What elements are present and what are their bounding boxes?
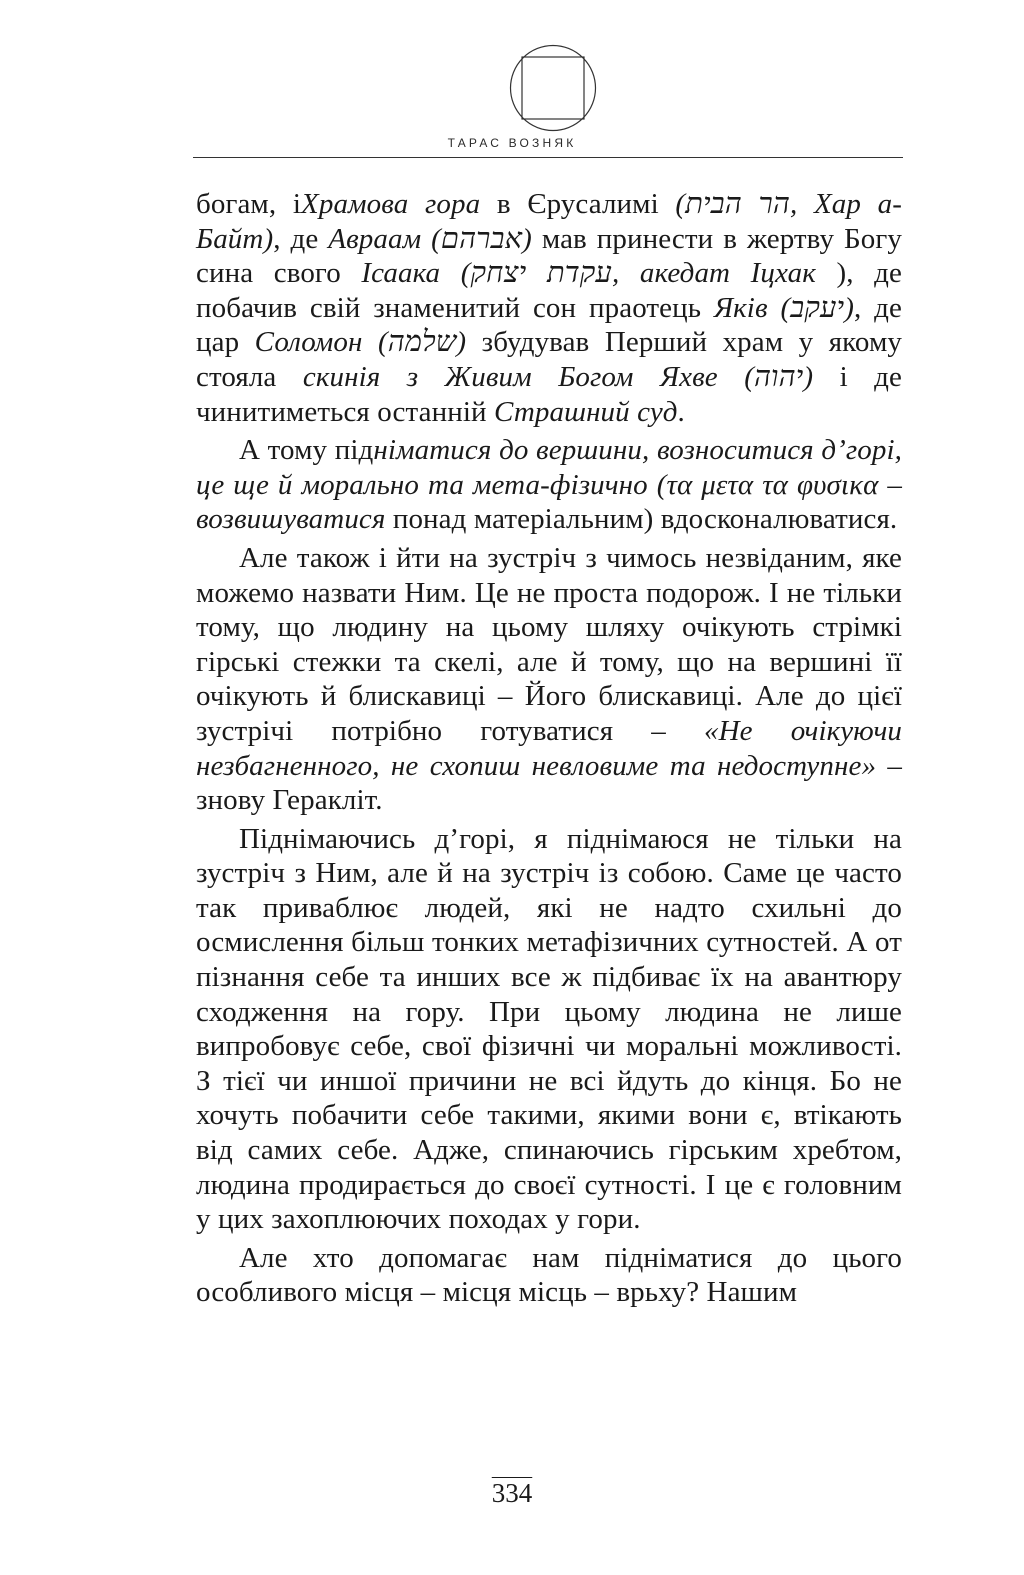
italic-text: Ісаака (עקדת יצחק, акедат Іцхак <box>361 257 816 290</box>
page-number <box>0 1478 1024 1509</box>
text-run: , де цар <box>196 291 902 359</box>
text-run: – знову Геракліт. <box>196 749 902 817</box>
italic-text: Авраам (אברהם) <box>328 222 532 255</box>
page-number-text: 334 <box>491 1478 533 1508</box>
italic-text: Страшний суд <box>493 395 678 428</box>
text-run: ), де побачив свій знаменитий сон праотець <box>196 257 903 324</box>
text-run: збудував Перший храм у якому стояла <box>196 326 902 393</box>
italic-text: німатися до вершини, возноситися д’горі, це ще й морально та мета-фізично (τα μετα τα φυσικα – возвишуватися <box>196 434 903 536</box>
text-run: А тому під <box>239 434 374 467</box>
paragraph-p3 <box>196 541 902 818</box>
text-run: богам, і <box>196 188 302 220</box>
header-emblem-icon <box>509 44 597 132</box>
paragraph-p1 <box>196 187 902 429</box>
italic-text: (הר הבית, Хар а-Байт) <box>196 188 902 255</box>
paragraph-p4 <box>196 822 902 1237</box>
text-run: Але також і йти на зустріч з чимось незвіданим, яке можемо назвати Ним. Це не проста подорож. І не тільки тому, що людину на цьому шляху очікують стрімкі гірські стежки та скелі, але й тому, що на вершині її очікують й блискавиці – Його блискавиці. Але до цієї зустрічі потрібно готуватися – <box>196 541 902 747</box>
text-run: понад матеріальним) вдосконалюватися. <box>385 503 898 536</box>
running-head: ТАРАС ВОЗНЯК <box>447 136 577 150</box>
text-run: Але хто допомагає нам підніматися до цього особливого місця – місця місць – врьху? Нашим <box>196 1241 902 1309</box>
text-run: . <box>677 395 685 428</box>
paragraph-p5 <box>196 1241 902 1310</box>
text-run: Піднімаючись д’горі, я піднімаюся не тільки на зустріч з Ним, але й на зустріч із собою. Саме це часто так приваблює людей, які не надто схильні до осмислення більш тонких метафізичних сутностей. А от пізнання себе та инших все ж підбиває їх на авантюру сходження на гору. При цьому людина не лише випробовує себе, свої фізичні чи моральні можливості. З тієї чи иншої причини не всі йдуть до кінця. Бо не хочуть побачити себе такими, якими вони є, втікають від самих себе. Адже, спинаючись гірським хребтом, людина продирається до своєї сутності. І це є головним у цих захоплюючих походах у гори. <box>196 822 902 1236</box>
header-rule <box>193 157 903 158</box>
text-run: , де <box>273 222 329 255</box>
text-run: в Єрусалимі <box>480 188 676 220</box>
text-run: мав принести в жертву Богу сина свого <box>196 222 902 290</box>
text-run: і де чинитиметься останній <box>196 360 903 428</box>
italic-text: Яків (יעקב) <box>713 291 854 324</box>
italic-text: Соломон (שלמה) <box>254 326 467 359</box>
italic-text: «Не очікуючи незбагненного, не схопиш невловиме та недоступне» <box>196 714 902 782</box>
italic-text: скинія з Живим Богом Яхве (יהוה) <box>302 360 814 393</box>
body-text <box>196 187 902 1314</box>
paragraph-p2 <box>196 433 902 537</box>
italic-text: Храмова гора <box>301 188 481 220</box>
